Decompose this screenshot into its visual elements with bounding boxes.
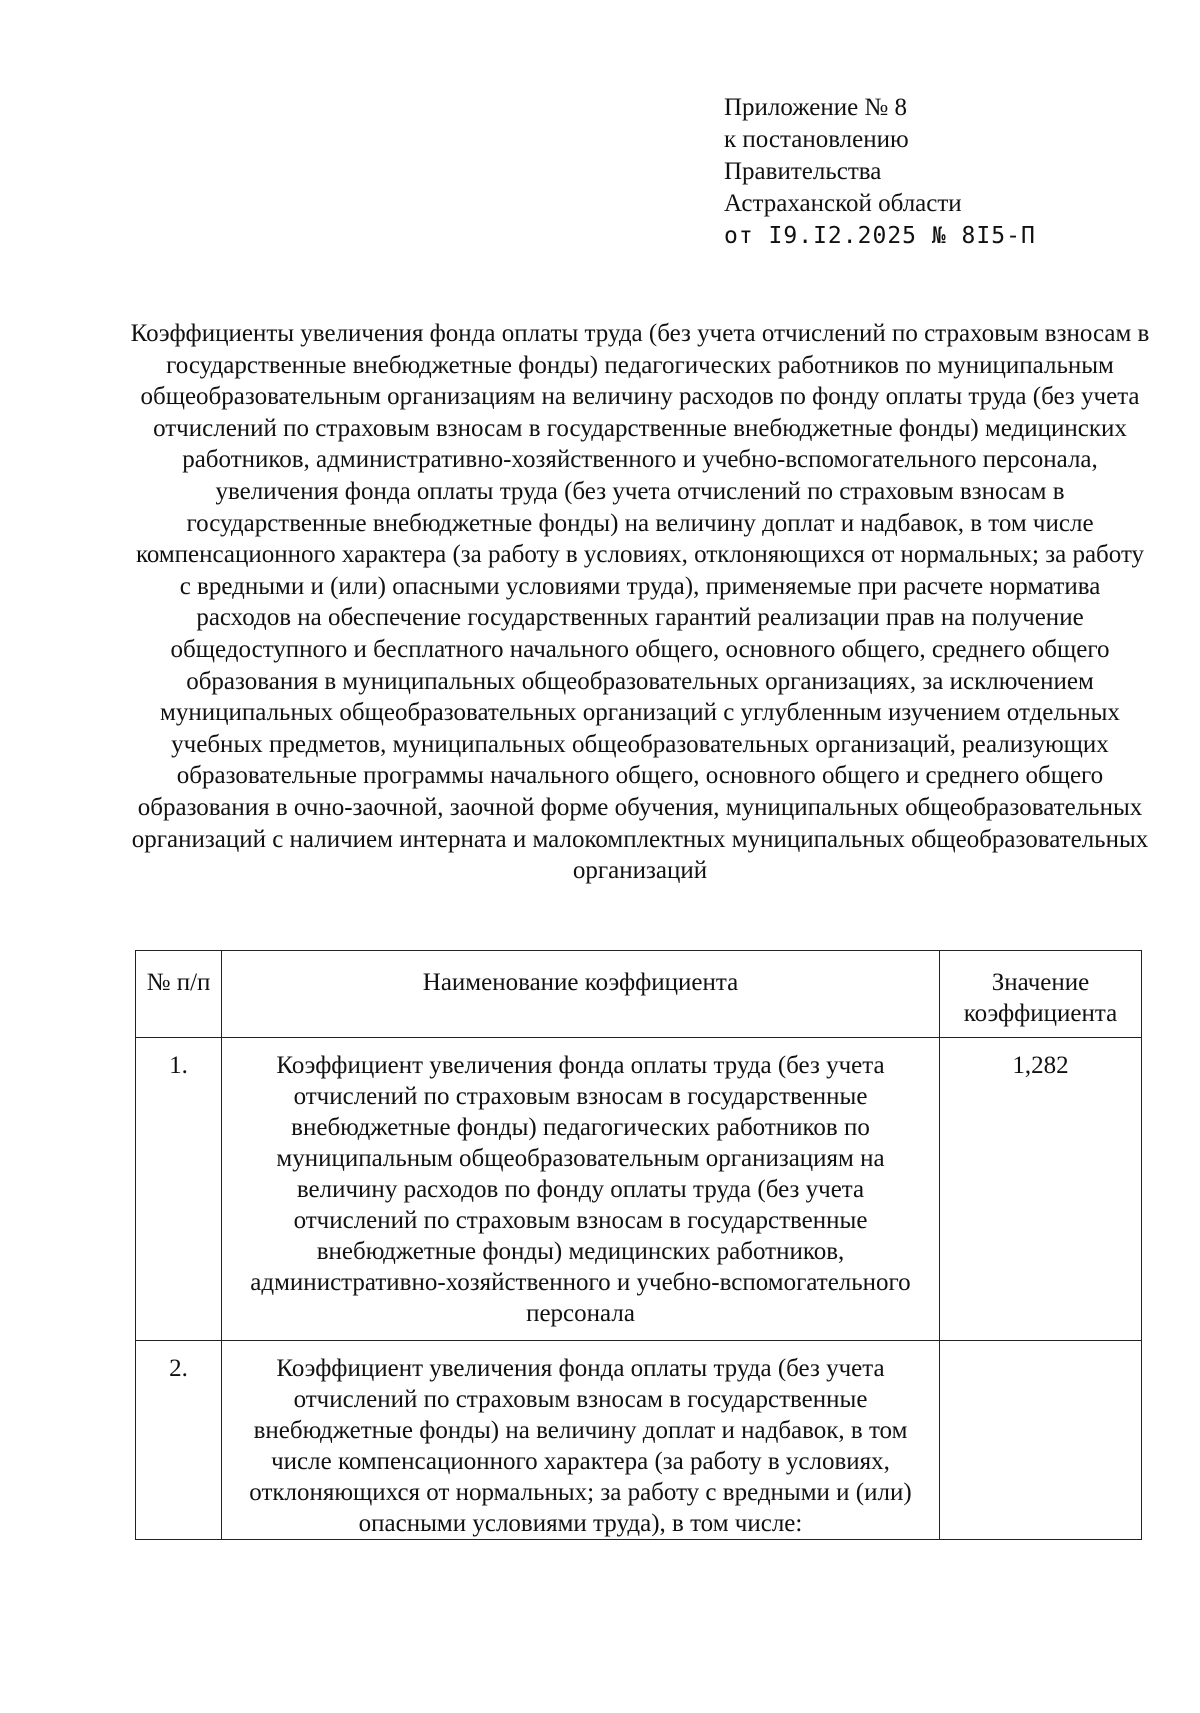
table-row xyxy=(136,1038,1142,1341)
row-name: Коэффициент увеличения фонда оплаты труда (без учета отчислений по страховым взносам в государственные внебюджетные фонды) на величину доплат и надбавок, в том числе компенсационного характера (за работу в условиях, отклоняющихся от нормальных; за работу с вредными и (или) опасными условиями труда), в том числе: xyxy=(249,1355,912,1537)
table-header-row xyxy=(136,951,1142,1038)
header-name xyxy=(222,951,940,1038)
appendix-line-government: Правительства xyxy=(724,158,882,185)
row-value-cell xyxy=(940,1038,1142,1341)
row-value-cell xyxy=(940,1341,1142,1540)
appendix-line-region: Астраханской области xyxy=(724,190,962,217)
row-name-cell xyxy=(222,1038,940,1341)
table-row xyxy=(136,1341,1142,1540)
appendix-line-number: Приложение № 8 xyxy=(724,94,908,121)
header-num xyxy=(136,951,222,1038)
coefficients-table xyxy=(135,950,1142,1540)
row-num: 2. xyxy=(169,1355,188,1382)
row-value: 1,282 xyxy=(1012,1052,1069,1079)
row-name-cell xyxy=(222,1341,940,1540)
appendix-header xyxy=(724,92,1036,252)
appendix-line-date-number: от I9.I2.2025 № 8I5-П xyxy=(724,223,1036,249)
row-value xyxy=(940,1341,1141,1353)
row-num-cell xyxy=(136,1038,222,1341)
document-title: Коэффициенты увеличения фонда оплаты труда (без учета отчислений по страховым взносам в государственные внебюджетные фонды) педагогических работников по муниципальным общеобразовательным организациям на величину расходов по фонду оплаты труда (без учета отчислений по страховым взносам в государственные внебюджетные фонды) медицинских работников, административно-хозяйственного и учебно-вспомогательного персонала, увеличения фонда оплаты труда (без учета отчислений по страховым взносам в государственные внебюджетные фонды) на величину доплат и надбавок, в том числе компенсационного характера (за работу в условиях, отклоняющихся от нормальных; за работу с вредными и (или) опасными условиями труда), применяемые при расчете норматива расходов на обеспечение государственных гарантий реализации прав на получение общедоступного и бесплатного начального общего, основного общего, среднего общего образования в муниципальных общеобразовательных организациях, за исключением муниципальных общеобразовательных организаций с углубленным изучением отдельных учебных предметов, муниципальных общеобразовательных организаций, реализующих образовательные программы начального общего, основного общего и среднего общего образования в очно-заочной, заочной форме обучения, муниципальных общеобразовательных организаций с наличием интерната и малокомплектных муниципальных общеобразовательных организаций xyxy=(130,320,1150,885)
appendix-line-resolution: к постановлению xyxy=(724,126,909,153)
header-value-text: Значение коэффициента xyxy=(963,969,1118,1027)
row-name: Коэффициент увеличения фонда оплаты труда (без учета отчислений по страховым взносам в государственные внебюджетные фонды) педагогических работников по муниципальным общеобразовательным организациям на величину расходов по фонду оплаты труда (без учета отчислений по страховым взносам в государственные внебюджетные фонды) медицинских работников, административно-хозяйственного и учебно-вспомогательного персонала xyxy=(250,1052,911,1327)
header-value xyxy=(940,951,1142,1038)
header-num-text: № п/п xyxy=(146,969,211,996)
header-name-text: Наименование коэффициента xyxy=(422,969,739,996)
row-num-cell xyxy=(136,1341,222,1540)
row-num: 1. xyxy=(169,1052,188,1079)
